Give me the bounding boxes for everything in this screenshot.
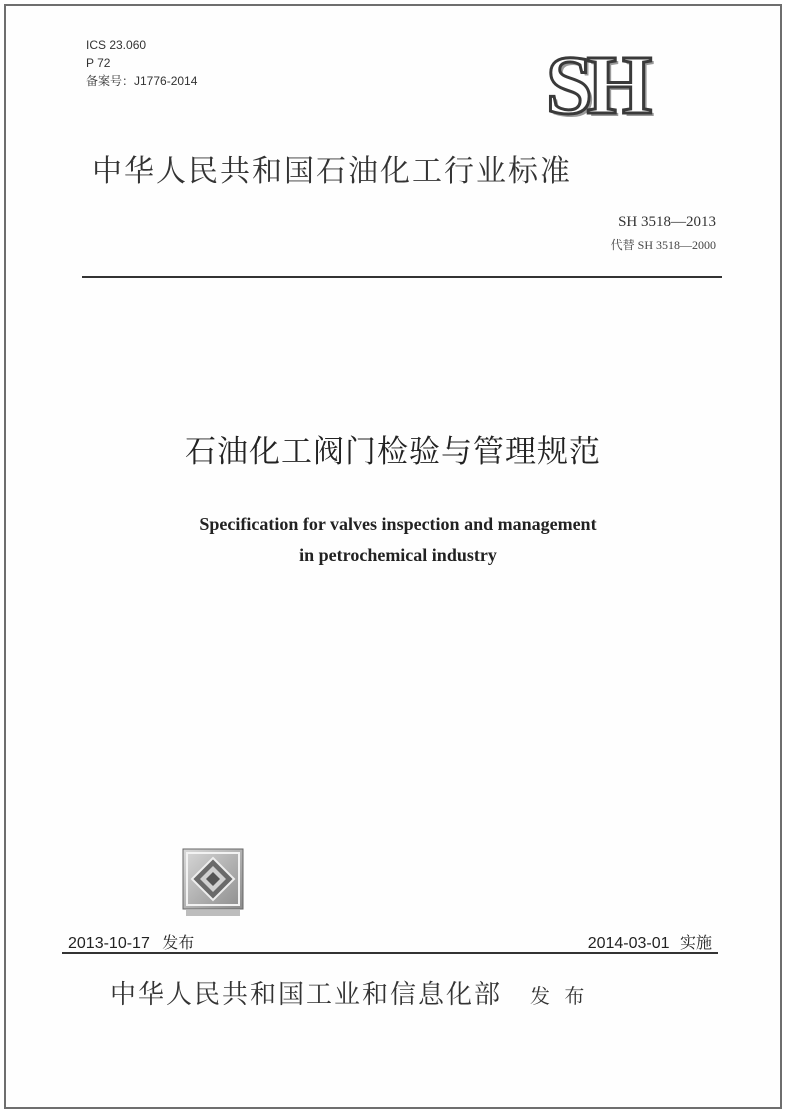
- standard-type-heading: 中华人民共和国石油化工行业标准: [92, 154, 572, 189]
- chinese-title: 石油化工阀门检验与管理规范: [185, 434, 601, 470]
- publisher-line: [110, 974, 588, 1011]
- publisher-suffix: 发 布: [530, 984, 589, 1008]
- issue-label: 发布: [162, 933, 195, 952]
- category-code: P 72: [86, 56, 111, 70]
- publisher-name: 中华人民共和国工业和信息化部: [110, 980, 503, 1010]
- top-divider: [82, 276, 722, 278]
- english-title-line-2: in petrochemical industry: [299, 545, 497, 565]
- effective-label: 实施: [679, 933, 712, 952]
- effective-date-block: [588, 930, 712, 953]
- sh-logo: SH: [546, 39, 647, 132]
- issue-date-block: [68, 930, 194, 953]
- replaces-standard: 代替 SH 3518—2000: [610, 238, 716, 252]
- issue-date: 2013-10-17: [68, 935, 150, 952]
- standard-number: SH 3518—2013: [618, 214, 716, 230]
- record-number: 备案号：J1776-2014: [86, 74, 198, 88]
- effective-date: 2014-03-01: [587, 935, 670, 952]
- english-title: [6, 509, 790, 571]
- english-title-line-1: Specification for valves inspection and management: [199, 514, 597, 534]
- publisher-seal-icon: [182, 848, 244, 918]
- document-page: [4, 4, 782, 1109]
- bottom-divider: [62, 952, 718, 954]
- meta-block: [86, 36, 197, 90]
- ics-code: ICS 23.060: [86, 38, 147, 52]
